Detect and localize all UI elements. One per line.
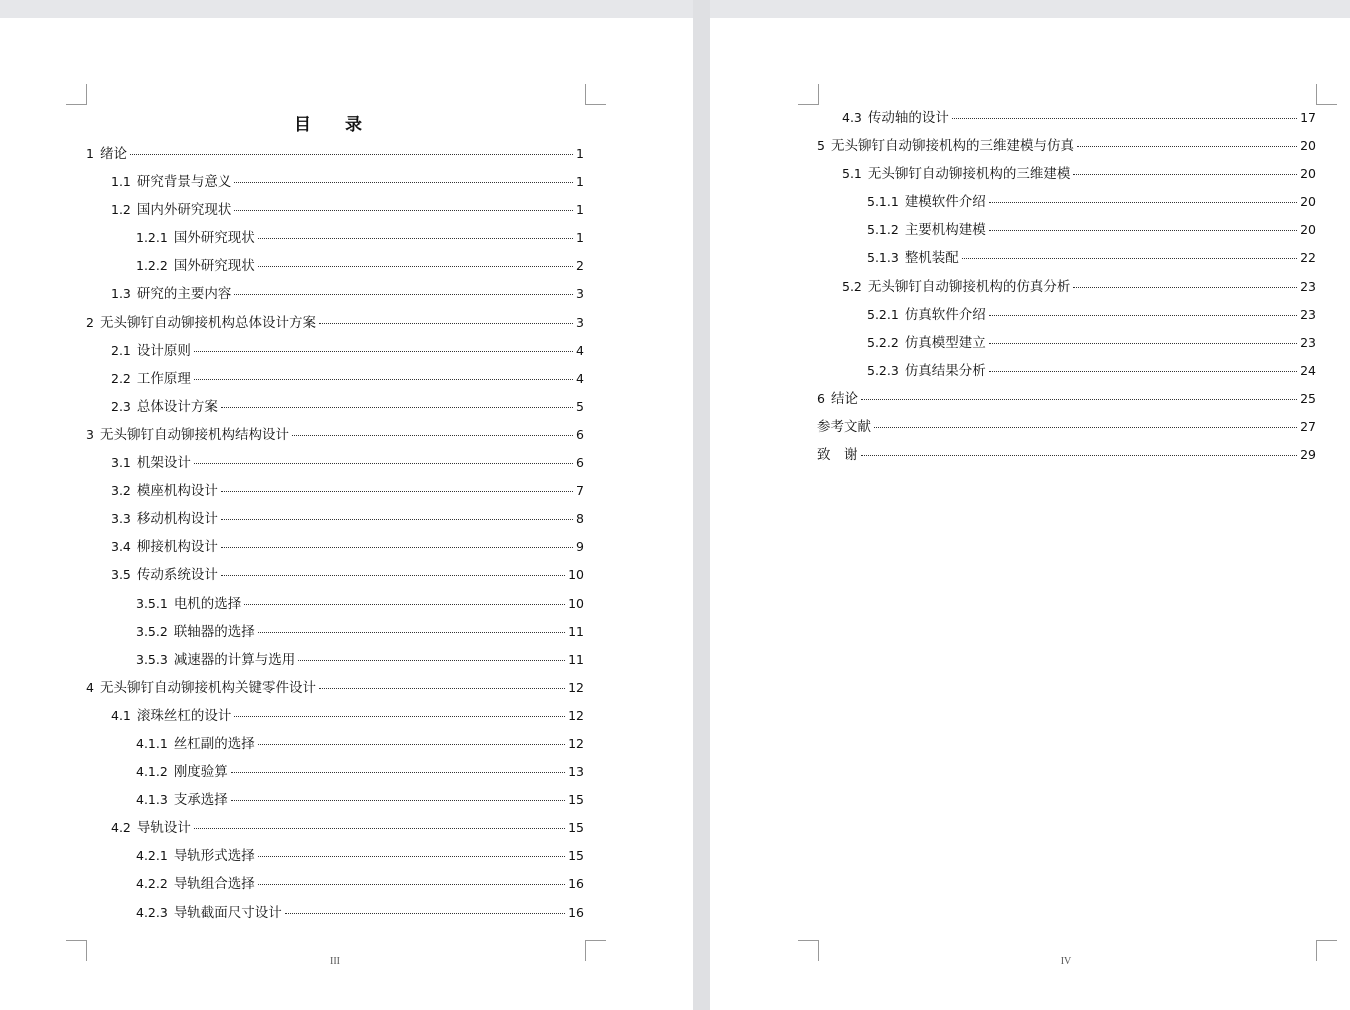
crop-mark-bottom-left xyxy=(66,940,87,961)
toc-entry-label: 建模软件介绍 xyxy=(904,194,986,211)
dot-leader xyxy=(1073,174,1297,175)
toc-entry-number: 5 xyxy=(817,138,825,154)
crop-mark-top-right xyxy=(1316,84,1337,105)
toc-entry[interactable] xyxy=(86,732,584,760)
toc-entry-number: 1.3 xyxy=(111,286,131,302)
toc-entry-number: 5.2.1 xyxy=(867,306,899,322)
dot-leader xyxy=(258,238,573,239)
toc-entry-page: 8 xyxy=(576,511,584,527)
toc-entry-page: 12 xyxy=(568,707,584,723)
toc-entry-label: 模座机构设计 xyxy=(136,483,218,500)
toc-entry-label: 支承选择 xyxy=(173,792,228,809)
toc-entry-label: 无头铆钉自动铆接机构关键零件设计 xyxy=(99,679,316,696)
toc-entry-label: 工作原理 xyxy=(136,370,191,387)
dot-leader xyxy=(874,427,1297,428)
toc-entry[interactable] xyxy=(86,170,584,198)
dot-leader xyxy=(234,182,573,183)
toc-entry[interactable] xyxy=(86,676,584,704)
toc-entry[interactable] xyxy=(817,359,1316,387)
toc-entry[interactable] xyxy=(86,704,584,732)
toc-entry-page: 2 xyxy=(576,258,584,274)
toc-entry-number: 4.1.1 xyxy=(136,735,168,751)
toc-entry-page: 7 xyxy=(576,483,584,499)
toc-entry-label: 丝杠副的选择 xyxy=(173,735,255,752)
dot-leader xyxy=(194,351,573,352)
toc-entry-label: 无头铆钉自动铆接机构的三维建模与仿真 xyxy=(830,138,1074,155)
toc-entry-page: 22 xyxy=(1300,250,1316,266)
toc-entry-page: 23 xyxy=(1300,334,1316,350)
crop-mark-top-right xyxy=(585,84,606,105)
toc-entry-number: 4.2.2 xyxy=(136,876,168,892)
dot-leader xyxy=(952,118,1297,119)
toc-entry[interactable] xyxy=(817,162,1316,190)
toc-entry[interactable] xyxy=(817,190,1316,218)
toc-entry-page: 15 xyxy=(568,820,584,836)
toc-entry-label: 刚度验算 xyxy=(173,764,228,781)
toc-entry-page: 24 xyxy=(1300,362,1316,378)
toc-entry[interactable] xyxy=(817,218,1316,246)
dot-leader xyxy=(258,884,565,885)
toc-entry-number: 4.3 xyxy=(842,110,862,125)
dot-leader xyxy=(989,343,1297,344)
toc-entry-label: 国外研究现状 xyxy=(173,230,255,247)
toc-entry-page: 1 xyxy=(576,230,584,246)
toc-entry-number: 3.5.3 xyxy=(136,651,168,667)
dot-leader xyxy=(234,294,573,295)
document-page-left xyxy=(0,18,693,1010)
toc-entry-label: 传动轴的设计 xyxy=(867,110,949,126)
toc-entry-page: 23 xyxy=(1300,278,1316,294)
toc-entry[interactable] xyxy=(86,226,584,254)
toc-entry-number: 5.2.3 xyxy=(867,362,899,378)
dot-leader xyxy=(962,258,1297,259)
dot-leader xyxy=(194,828,565,829)
dot-leader xyxy=(221,547,573,548)
toc-entry-label: 导轨设计 xyxy=(136,820,191,837)
toc-entry-page: 6 xyxy=(576,455,584,471)
toc-entry[interactable] xyxy=(86,563,584,591)
toc-title: 目 录 xyxy=(294,115,376,135)
toc-entry[interactable] xyxy=(86,282,584,310)
toc-entry-page: 13 xyxy=(568,764,584,780)
toc-entry-label: 传动系统设计 xyxy=(136,567,218,584)
dot-leader xyxy=(989,202,1297,203)
toc-entry-number: 4.2.3 xyxy=(136,904,168,920)
toc-entry-page: 17 xyxy=(1300,110,1316,125)
toc-entry[interactable] xyxy=(86,367,584,395)
toc-entry-number: 1.2.2 xyxy=(136,258,168,274)
toc-entry[interactable] xyxy=(86,535,584,563)
toc-entry-page: 10 xyxy=(568,595,584,611)
toc-entry-number: 2.2 xyxy=(111,370,131,386)
dot-leader xyxy=(194,379,573,380)
toc-list-left xyxy=(86,142,584,929)
toc-entry-number: 5.1 xyxy=(842,166,862,182)
toc-entry-number: 4.1.2 xyxy=(136,764,168,780)
toc-entry[interactable] xyxy=(86,395,584,423)
toc-entry-label: 结论 xyxy=(830,390,858,407)
dot-leader xyxy=(298,660,565,661)
toc-entry[interactable] xyxy=(817,106,1316,134)
toc-entry-page: 3 xyxy=(576,286,584,302)
toc-entry-label: 仿真软件介绍 xyxy=(904,306,986,323)
toc-entry[interactable] xyxy=(86,339,584,367)
toc-entry-label: 联轴器的选择 xyxy=(173,623,255,640)
toc-entry-number: 3.5 xyxy=(111,567,131,583)
dot-leader xyxy=(258,266,573,267)
toc-entry-page: 29 xyxy=(1300,447,1316,463)
toc-entry[interactable] xyxy=(86,648,584,676)
toc-entry[interactable] xyxy=(817,246,1316,274)
dot-leader xyxy=(861,399,1297,400)
toc-entry-label: 研究背景与意义 xyxy=(136,174,232,191)
crop-mark-bottom-right xyxy=(1316,940,1337,961)
toc-entry-label: 绪论 xyxy=(99,146,127,162)
toc-entry-number: 3.3 xyxy=(111,511,131,527)
page-number-right: IV xyxy=(1060,956,1072,967)
toc-entry-number: 4.1.3 xyxy=(136,792,168,808)
toc-entry-number: 1 xyxy=(86,146,94,161)
toc-entry-page: 1 xyxy=(576,146,584,161)
toc-entry-page: 27 xyxy=(1300,419,1316,435)
dot-leader xyxy=(1077,146,1297,147)
toc-entry-page: 15 xyxy=(568,792,584,808)
toc-entry-number: 1.2 xyxy=(111,202,131,218)
toc-entry-label: 主要机构建模 xyxy=(904,222,986,239)
dot-leader xyxy=(258,632,565,633)
toc-entry-label: 导轨形式选择 xyxy=(173,848,255,865)
toc-entry-number: 5.2.2 xyxy=(867,334,899,350)
toc-entry[interactable] xyxy=(817,275,1316,303)
toc-entry-page: 20 xyxy=(1300,166,1316,182)
toc-entry[interactable] xyxy=(86,479,584,507)
toc-entry-label: 减速器的计算与选用 xyxy=(173,651,296,668)
toc-entry[interactable] xyxy=(817,443,1316,471)
toc-entry[interactable] xyxy=(86,844,584,872)
toc-entry[interactable] xyxy=(86,620,584,648)
toc-entry-number: 5.2 xyxy=(842,278,862,294)
dot-leader xyxy=(861,455,1298,456)
toc-entry-number: 5.1.1 xyxy=(867,194,899,210)
dot-leader xyxy=(234,716,565,717)
toc-entry-label: 总体设计方案 xyxy=(136,398,218,415)
dot-leader xyxy=(221,519,573,520)
toc-entry-page: 16 xyxy=(568,904,584,920)
page-divider xyxy=(693,0,710,1010)
toc-entry-label: 滚珠丝杠的设计 xyxy=(136,707,232,724)
dot-leader xyxy=(221,575,565,576)
toc-entry-page: 4 xyxy=(576,370,584,386)
dot-leader xyxy=(231,800,565,801)
dot-leader xyxy=(319,323,573,324)
toc-entry-number: 3.1 xyxy=(111,455,131,471)
toc-entry-number: 2.1 xyxy=(111,342,131,358)
toc-entry[interactable] xyxy=(86,311,584,339)
document-page-right xyxy=(710,18,1350,1010)
toc-entry-page: 25 xyxy=(1300,390,1316,406)
toc-entry-page: 1 xyxy=(576,202,584,218)
toc-entry[interactable] xyxy=(86,816,584,844)
toc-entry-page: 11 xyxy=(568,651,584,667)
toc-entry[interactable] xyxy=(86,901,584,929)
crop-mark-top-left xyxy=(66,84,87,105)
toc-entry[interactable] xyxy=(817,303,1316,331)
dot-leader xyxy=(130,154,573,155)
toc-entry-label: 导轨截面尺寸设计 xyxy=(173,904,282,921)
toc-entry[interactable] xyxy=(817,415,1316,443)
toc-entry-page: 20 xyxy=(1300,222,1316,238)
dot-leader xyxy=(258,744,565,745)
toc-entry-page: 23 xyxy=(1300,306,1316,322)
toc-entry-number: 1.2.1 xyxy=(136,230,168,246)
toc-entry[interactable] xyxy=(86,198,584,226)
dot-leader xyxy=(221,407,573,408)
toc-entry[interactable] xyxy=(86,254,584,282)
toc-entry[interactable] xyxy=(817,387,1316,415)
toc-entry-number: 2 xyxy=(86,314,94,330)
toc-entry-label: 机架设计 xyxy=(136,455,191,472)
toc-entry-page: 15 xyxy=(568,848,584,864)
dot-leader xyxy=(292,435,573,436)
toc-entry-label: 仿真模型建立 xyxy=(904,334,986,351)
dot-leader xyxy=(244,604,565,605)
toc-entry[interactable] xyxy=(86,451,584,479)
toc-entry-page: 20 xyxy=(1300,138,1316,154)
crop-mark-top-left xyxy=(798,84,819,105)
toc-entry[interactable] xyxy=(86,872,584,900)
dot-leader xyxy=(319,688,565,689)
toc-entry-label: 柳接机构设计 xyxy=(136,539,218,556)
dot-leader xyxy=(989,230,1297,231)
crop-mark-bottom-left xyxy=(798,940,819,961)
dot-leader xyxy=(989,371,1297,372)
toc-entry-number: 4.2.1 xyxy=(136,848,168,864)
dot-leader xyxy=(194,463,573,464)
toc-entry-number: 3.4 xyxy=(111,539,131,555)
toc-entry-page: 3 xyxy=(576,314,584,330)
top-gap xyxy=(0,0,1350,18)
toc-list-right xyxy=(817,106,1316,471)
toc-entry-label: 国外研究现状 xyxy=(173,258,255,275)
toc-entry-page: 10 xyxy=(568,567,584,583)
toc-entry[interactable] xyxy=(86,788,584,816)
toc-entry-number: 3 xyxy=(86,426,94,442)
toc-entry-page: 11 xyxy=(568,623,584,639)
toc-entry-label: 研究的主要内容 xyxy=(136,286,232,303)
toc-entry-number: 3.2 xyxy=(111,483,131,499)
toc-entry-label: 仿真结果分析 xyxy=(904,362,986,379)
dot-leader xyxy=(221,491,573,492)
toc-entry-number: 5.1.3 xyxy=(867,250,899,266)
toc-entry-label: 无头铆钉自动铆接机构的仿真分析 xyxy=(867,278,1071,295)
toc-entry-label: 致 谢 xyxy=(817,447,858,464)
dot-leader xyxy=(234,210,573,211)
toc-entry[interactable] xyxy=(817,134,1316,162)
toc-entry-number: 4 xyxy=(86,679,94,695)
toc-entry-page: 9 xyxy=(576,539,584,555)
dot-leader xyxy=(285,913,565,914)
toc-entry-number: 6 xyxy=(817,390,825,406)
toc-entry-page: 12 xyxy=(568,679,584,695)
toc-entry[interactable] xyxy=(86,423,584,451)
toc-entry-page: 6 xyxy=(576,426,584,442)
toc-entry-label: 无头铆钉自动铆接机构总体设计方案 xyxy=(99,314,316,331)
toc-entry-label: 无头铆钉自动铆接机构结构设计 xyxy=(99,426,289,443)
toc-entry[interactable] xyxy=(86,592,584,620)
toc-entry-page: 20 xyxy=(1300,194,1316,210)
dot-leader xyxy=(1073,287,1297,288)
toc-entry-label: 国内外研究现状 xyxy=(136,202,232,219)
toc-entry-number: 5.1.2 xyxy=(867,222,899,238)
toc-entry-number: 4.2 xyxy=(111,820,131,836)
toc-entry-page: 5 xyxy=(576,398,584,414)
toc-entry-page: 12 xyxy=(568,735,584,751)
toc-entry-label: 整机装配 xyxy=(904,250,959,267)
toc-entry[interactable] xyxy=(86,507,584,535)
crop-mark-bottom-right xyxy=(585,940,606,961)
toc-entry-label: 无头铆钉自动铆接机构的三维建模 xyxy=(867,166,1071,183)
dot-leader xyxy=(231,772,565,773)
toc-entry-number: 3.5.1 xyxy=(136,595,168,611)
toc-entry-label: 移动机构设计 xyxy=(136,511,218,528)
toc-entry-number: 2.3 xyxy=(111,398,131,414)
toc-entry-number: 3.5.2 xyxy=(136,623,168,639)
toc-entry-label: 电机的选择 xyxy=(173,595,242,612)
toc-entry[interactable] xyxy=(86,760,584,788)
dot-leader xyxy=(258,856,565,857)
toc-entry-label: 导轨组合选择 xyxy=(173,876,255,893)
dot-leader xyxy=(989,315,1297,316)
toc-entry-number: 1.1 xyxy=(111,174,131,190)
toc-entry-label: 参考文献 xyxy=(817,419,871,436)
toc-entry-page: 4 xyxy=(576,342,584,358)
toc-entry[interactable] xyxy=(817,331,1316,359)
toc-entry-page: 1 xyxy=(576,174,584,190)
toc-entry-page: 16 xyxy=(568,876,584,892)
page-number-left: III xyxy=(330,956,340,967)
toc-entry[interactable] xyxy=(86,142,584,170)
toc-entry-label: 设计原则 xyxy=(136,342,191,359)
toc-entry-number: 4.1 xyxy=(111,707,131,723)
